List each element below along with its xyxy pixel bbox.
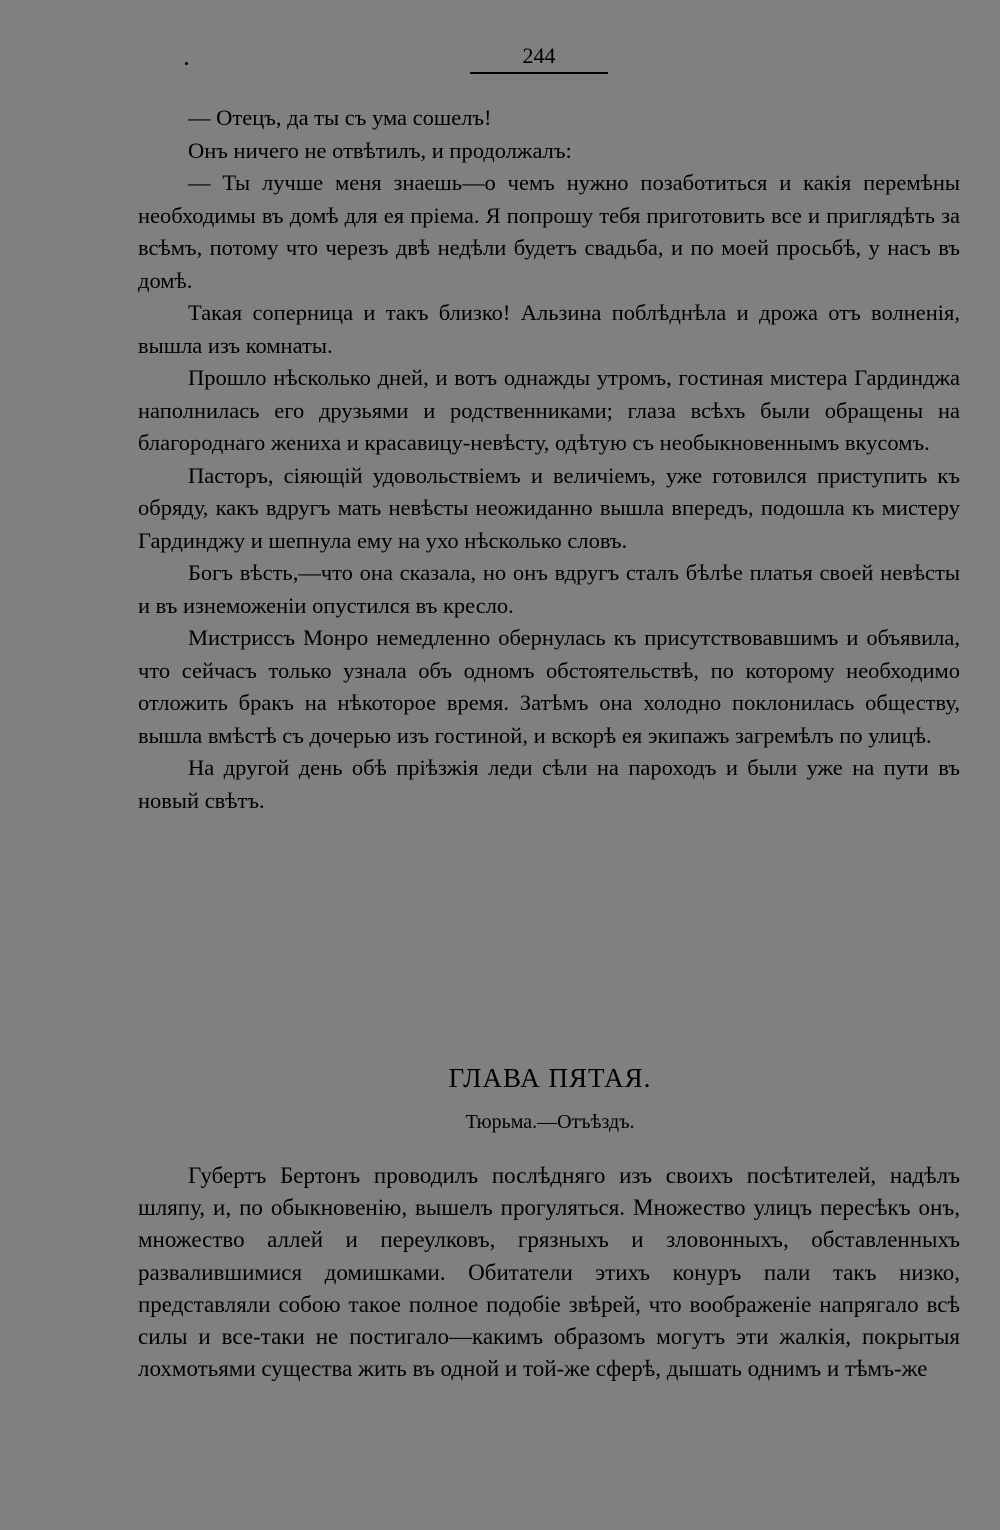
page-number: 244 — [470, 42, 608, 74]
paragraph: — Отецъ, да ты съ ума сошелъ! — [188, 105, 492, 130]
paragraph: Губертъ Бертонъ проводилъ послѣдняго изъ своихъ посѣтителей, надѣлъ шляпу, и, по обыкновенію, вышелъ прогуляться. Множество улицъ пересѣкъ онъ, множество аллей и переулковъ, грязныхъ и зловонныхъ, обставленныхъ развалившимися домишками. Обитатели этихъ конуръ пали такъ низко, представляли собою такое полное подобіе звѣрей, что воображеніе напрягало всѣ силы и все-таки не постигало—какимъ образомъ могутъ эти жалкія, покрытыя лохмотьями существа жить въ одной и той-же сферѣ, дышать однимъ и тѣмъ-же — [138, 1163, 960, 1382]
paragraph: Прошло нѣсколько дней, и вотъ однажды утромъ, гостиная мистера Гардинджа наполнилась его друзьями и родственниками; глаза всѣхъ были обращены на благороднаго жениха и красавицу-невѣсту, одѣтую съ необыкновеннымъ вкусомъ. — [138, 365, 960, 455]
text-body-top — [138, 102, 960, 817]
ink-speck — [185, 62, 188, 65]
paragraph: Пасторъ, сіяющій удовольствіемъ и величіемъ, уже готовился приступить къ обряду, какъ вдругъ мать невѣсты неожиданно вышла впередъ, подошла къ мистеру Гардинджу и шепнула ему на ухо нѣсколько словъ. — [138, 462, 960, 553]
paragraph: Мистриссъ Монро немедленно обернулась къ присутствовавшимъ и объявила, что сейчасъ только узнала объ одномъ обстоятельствѣ, по которому необходимо отложить бракъ на нѣкоторое время. Затѣмъ она холодно поклонилась обществу, вышла вмѣстѣ съ дочерью изъ гостиной, и вскорѣ ея экипажъ загремѣлъ по улицѣ. — [138, 625, 960, 748]
paragraph: Богъ вѣсть,—что она сказала, но онъ вдругъ сталъ бѣлѣе платья своей невѣсты и въ изнеможеніи опустился въ кресло. — [138, 560, 960, 618]
paragraph: Онъ ничего не отвѣтилъ, и продолжалъ: — [188, 137, 572, 163]
paragraph: — Ты лучше меня знаешь—о чемъ нужно позаботиться и какія перемѣны необходимы въ домѣ для ея пріема. Я попрошу тебя приготовить все и приглядѣть за всѣмъ, потому что черезъ двѣ недѣли будетъ свадьба, и по моей просьбѣ, у насъ въ домѣ. — [138, 170, 960, 293]
text-body-bottom — [138, 1160, 960, 1385]
paragraph: На другой день обѣ пріѣзжія леди сѣли на пароходъ и были уже на пути въ новый свѣтъ. — [138, 755, 960, 813]
chapter-subtitle: Тюрьма.—Отъѣздъ. — [465, 1111, 635, 1133]
chapter-title: ГЛАВА ПЯТАЯ. — [448, 1063, 652, 1093]
paragraph: Такая соперница и такъ близко! Альзина поблѣднѣла и дрожа отъ волненія, вышла изъ комнаты. — [138, 300, 960, 358]
